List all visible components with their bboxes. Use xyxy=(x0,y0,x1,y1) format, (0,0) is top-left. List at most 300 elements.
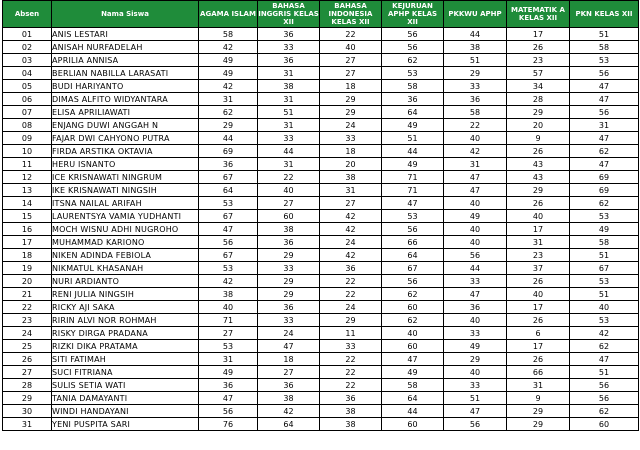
cell-pkn: 58 xyxy=(570,41,639,54)
table-row xyxy=(3,236,639,249)
cell-pkn: 51 xyxy=(570,28,639,41)
cell-bahasa-indonesia: 38 xyxy=(320,171,382,184)
header-nama-siswa: Nama Siswa xyxy=(52,1,199,28)
cell-pkkwu-aphp: 42 xyxy=(444,145,507,158)
cell-matematika: 29 xyxy=(507,106,570,119)
cell-nama-siswa: MOCH WISNU ADHI NUGROHO xyxy=(52,223,199,236)
cell-pkkwu-aphp: 33 xyxy=(444,379,507,392)
cell-pkn: 40 xyxy=(570,301,639,314)
cell-absen: 12 xyxy=(3,171,52,184)
cell-absen: 18 xyxy=(3,249,52,262)
cell-pkn: 31 xyxy=(570,119,639,132)
cell-pkkwu-aphp: 33 xyxy=(444,80,507,93)
table-row xyxy=(3,301,639,314)
cell-kejuruan-aphp: 56 xyxy=(382,223,444,236)
cell-pkn: 42 xyxy=(570,327,639,340)
cell-pkn: 49 xyxy=(570,223,639,236)
cell-bahasa-inggris: 31 xyxy=(258,158,320,171)
cell-pkn: 47 xyxy=(570,80,639,93)
cell-pkkwu-aphp: 36 xyxy=(444,301,507,314)
cell-nama-siswa: WINDI HANDAYANI xyxy=(52,405,199,418)
cell-pkkwu-aphp: 33 xyxy=(444,275,507,288)
cell-absen: 27 xyxy=(3,366,52,379)
cell-matematika: 17 xyxy=(507,28,570,41)
cell-pkn: 56 xyxy=(570,379,639,392)
cell-agama-islam: 42 xyxy=(199,80,258,93)
cell-nama-siswa: SUCI FITRIANA xyxy=(52,366,199,379)
cell-pkn: 53 xyxy=(570,314,639,327)
cell-bahasa-indonesia: 22 xyxy=(320,379,382,392)
cell-absen: 21 xyxy=(3,288,52,301)
cell-pkn: 69 xyxy=(570,171,639,184)
cell-matematika: 20 xyxy=(507,119,570,132)
cell-bahasa-inggris: 33 xyxy=(258,262,320,275)
cell-bahasa-indonesia: 27 xyxy=(320,54,382,67)
cell-absen: 01 xyxy=(3,28,52,41)
cell-bahasa-indonesia: 42 xyxy=(320,210,382,223)
table-row xyxy=(3,223,639,236)
cell-bahasa-inggris: 64 xyxy=(258,418,320,431)
cell-agama-islam: 40 xyxy=(199,301,258,314)
cell-bahasa-inggris: 38 xyxy=(258,392,320,405)
cell-nama-siswa: HERU ISNANTO xyxy=(52,158,199,171)
cell-nama-siswa: FAJAR DWI CAHYONO PUTRA xyxy=(52,132,199,145)
cell-matematika: 37 xyxy=(507,262,570,275)
cell-matematika: 26 xyxy=(507,41,570,54)
cell-agama-islam: 49 xyxy=(199,366,258,379)
cell-nama-siswa: NURI ARDIANTO xyxy=(52,275,199,288)
cell-bahasa-indonesia: 22 xyxy=(320,288,382,301)
table-row xyxy=(3,392,639,405)
cell-agama-islam: 53 xyxy=(199,340,258,353)
cell-agama-islam: 42 xyxy=(199,41,258,54)
table-row xyxy=(3,249,639,262)
header-pkkwu-aphp: PKKWU APHP xyxy=(444,1,507,28)
cell-pkn: 56 xyxy=(570,67,639,80)
cell-absen: 31 xyxy=(3,418,52,431)
cell-nama-siswa: ANIS LESTARI xyxy=(52,28,199,41)
cell-kejuruan-aphp: 49 xyxy=(382,366,444,379)
cell-kejuruan-aphp: 44 xyxy=(382,145,444,158)
cell-pkkwu-aphp: 56 xyxy=(444,249,507,262)
cell-agama-islam: 29 xyxy=(199,119,258,132)
cell-pkkwu-aphp: 49 xyxy=(444,210,507,223)
cell-nama-siswa: BERLIAN NABILLA LARASATI xyxy=(52,67,199,80)
cell-matematika: 6 xyxy=(507,327,570,340)
cell-kejuruan-aphp: 53 xyxy=(382,210,444,223)
cell-absen: 09 xyxy=(3,132,52,145)
cell-pkn: 53 xyxy=(570,275,639,288)
cell-absen: 02 xyxy=(3,41,52,54)
cell-pkn: 62 xyxy=(570,405,639,418)
cell-kejuruan-aphp: 40 xyxy=(382,327,444,340)
cell-kejuruan-aphp: 51 xyxy=(382,132,444,145)
cell-bahasa-inggris: 29 xyxy=(258,249,320,262)
header-bahasa-inggris: BAHASA INGGRIS KELAS XII xyxy=(258,2,319,26)
cell-absen: 07 xyxy=(3,106,52,119)
cell-pkkwu-aphp: 51 xyxy=(444,392,507,405)
cell-matematika: 9 xyxy=(507,132,570,145)
cell-pkn: 51 xyxy=(570,249,639,262)
cell-agama-islam: 36 xyxy=(199,379,258,392)
cell-bahasa-indonesia: 22 xyxy=(320,353,382,366)
table-row xyxy=(3,119,639,132)
cell-absen: 11 xyxy=(3,158,52,171)
cell-nama-siswa: APRILIA ANNISA xyxy=(52,54,199,67)
cell-pkkwu-aphp: 58 xyxy=(444,106,507,119)
cell-bahasa-indonesia: 22 xyxy=(320,28,382,41)
cell-absen: 13 xyxy=(3,184,52,197)
cell-pkn: 62 xyxy=(570,340,639,353)
cell-kejuruan-aphp: 44 xyxy=(382,405,444,418)
cell-bahasa-indonesia: 29 xyxy=(320,106,382,119)
cell-matematika: 29 xyxy=(507,184,570,197)
cell-bahasa-inggris: 31 xyxy=(258,93,320,106)
cell-bahasa-inggris: 31 xyxy=(258,67,320,80)
cell-kejuruan-aphp: 64 xyxy=(382,392,444,405)
cell-pkn: 62 xyxy=(570,197,639,210)
cell-nama-siswa: IKE KRISNAWATI NINGSIH xyxy=(52,184,199,197)
cell-nama-siswa: BUDI HARIYANTO xyxy=(52,80,199,93)
cell-matematika: 31 xyxy=(507,236,570,249)
table-row xyxy=(3,54,639,67)
cell-bahasa-inggris: 24 xyxy=(258,327,320,340)
cell-matematika: 26 xyxy=(507,197,570,210)
cell-pkkwu-aphp: 40 xyxy=(444,223,507,236)
cell-pkkwu-aphp: 44 xyxy=(444,262,507,275)
cell-agama-islam: 31 xyxy=(199,93,258,106)
cell-pkn: 60 xyxy=(570,418,639,431)
cell-pkn: 56 xyxy=(570,106,639,119)
cell-nama-siswa: LAURENTSYA VAMIA YUDHANTI xyxy=(52,210,199,223)
cell-kejuruan-aphp: 56 xyxy=(382,275,444,288)
cell-bahasa-inggris: 27 xyxy=(258,366,320,379)
cell-agama-islam: 76 xyxy=(199,418,258,431)
cell-matematika: 23 xyxy=(507,54,570,67)
cell-bahasa-indonesia: 27 xyxy=(320,67,382,80)
cell-bahasa-inggris: 36 xyxy=(258,28,320,41)
cell-nama-siswa: RENI JULIA NINGSIH xyxy=(52,288,199,301)
cell-nama-siswa: MUHAMMAD KARIONO xyxy=(52,236,199,249)
cell-absen: 26 xyxy=(3,353,52,366)
cell-bahasa-inggris: 33 xyxy=(258,41,320,54)
cell-matematika: 26 xyxy=(507,275,570,288)
cell-absen: 23 xyxy=(3,314,52,327)
cell-bahasa-indonesia: 18 xyxy=(320,80,382,93)
header-agama-islam: AGAMA ISLAM xyxy=(199,1,258,28)
cell-bahasa-inggris: 33 xyxy=(258,314,320,327)
table-row xyxy=(3,80,639,93)
table-row xyxy=(3,275,639,288)
cell-bahasa-indonesia: 24 xyxy=(320,236,382,249)
cell-bahasa-inggris: 36 xyxy=(258,54,320,67)
cell-nama-siswa: SITI FATIMAH xyxy=(52,353,199,366)
cell-bahasa-inggris: 18 xyxy=(258,353,320,366)
cell-bahasa-indonesia: 33 xyxy=(320,132,382,145)
cell-matematika: 17 xyxy=(507,301,570,314)
cell-agama-islam: 44 xyxy=(199,132,258,145)
cell-absen: 17 xyxy=(3,236,52,249)
cell-absen: 25 xyxy=(3,340,52,353)
cell-kejuruan-aphp: 71 xyxy=(382,184,444,197)
cell-nama-siswa: NIKMATUL KHASANAH xyxy=(52,262,199,275)
cell-pkn: 56 xyxy=(570,392,639,405)
cell-bahasa-inggris: 40 xyxy=(258,184,320,197)
cell-kejuruan-aphp: 49 xyxy=(382,119,444,132)
cell-nama-siswa: ANISAH NURFADELAH xyxy=(52,41,199,54)
cell-agama-islam: 62 xyxy=(199,106,258,119)
header-matematika: MATEMATIK A KELAS XII xyxy=(507,1,570,28)
table-row xyxy=(3,353,639,366)
cell-nama-siswa: RISKY DIRGA PRADANA xyxy=(52,327,199,340)
cell-agama-islam: 69 xyxy=(199,145,258,158)
header-absen: Absen xyxy=(3,1,52,28)
cell-bahasa-inggris: 33 xyxy=(258,132,320,145)
cell-bahasa-inggris: 22 xyxy=(258,171,320,184)
table-row xyxy=(3,106,639,119)
cell-bahasa-indonesia: 27 xyxy=(320,197,382,210)
cell-nama-siswa: RIRIN ALVI NOR ROHMAH xyxy=(52,314,199,327)
cell-nama-siswa: ELISA APRILIAWATI xyxy=(52,106,199,119)
cell-absen: 19 xyxy=(3,262,52,275)
cell-kejuruan-aphp: 66 xyxy=(382,236,444,249)
table-row xyxy=(3,171,639,184)
cell-agama-islam: 49 xyxy=(199,54,258,67)
cell-matematika: 17 xyxy=(507,340,570,353)
cell-nama-siswa: DIMAS ALFITO WIDYANTARA xyxy=(52,93,199,106)
cell-absen: 06 xyxy=(3,93,52,106)
cell-nama-siswa: SULIS SETIA WATI xyxy=(52,379,199,392)
cell-pkkwu-aphp: 40 xyxy=(444,366,507,379)
cell-absen: 22 xyxy=(3,301,52,314)
cell-matematika: 26 xyxy=(507,314,570,327)
cell-pkn: 47 xyxy=(570,132,639,145)
cell-agama-islam: 38 xyxy=(199,288,258,301)
cell-bahasa-indonesia: 22 xyxy=(320,366,382,379)
cell-agama-islam: 47 xyxy=(199,223,258,236)
cell-pkkwu-aphp: 36 xyxy=(444,93,507,106)
cell-agama-islam: 67 xyxy=(199,210,258,223)
cell-pkn: 58 xyxy=(570,236,639,249)
cell-nama-siswa: ITSNA NAILAL ARIFAH xyxy=(52,197,199,210)
cell-absen: 15 xyxy=(3,210,52,223)
cell-nama-siswa: TANIA DAMAYANTI xyxy=(52,392,199,405)
cell-bahasa-indonesia: 33 xyxy=(320,340,382,353)
cell-absen: 04 xyxy=(3,67,52,80)
cell-matematika: 28 xyxy=(507,93,570,106)
cell-bahasa-indonesia: 24 xyxy=(320,119,382,132)
cell-bahasa-inggris: 29 xyxy=(258,288,320,301)
cell-bahasa-indonesia: 36 xyxy=(320,262,382,275)
cell-pkkwu-aphp: 29 xyxy=(444,353,507,366)
cell-pkkwu-aphp: 44 xyxy=(444,28,507,41)
cell-absen: 30 xyxy=(3,405,52,418)
cell-pkkwu-aphp: 47 xyxy=(444,171,507,184)
cell-kejuruan-aphp: 62 xyxy=(382,54,444,67)
cell-bahasa-inggris: 38 xyxy=(258,223,320,236)
cell-pkkwu-aphp: 40 xyxy=(444,314,507,327)
table-row xyxy=(3,379,639,392)
cell-matematika: 17 xyxy=(507,223,570,236)
cell-absen: 20 xyxy=(3,275,52,288)
cell-kejuruan-aphp: 67 xyxy=(382,262,444,275)
cell-agama-islam: 71 xyxy=(199,314,258,327)
table-row xyxy=(3,366,639,379)
table-row xyxy=(3,405,639,418)
cell-matematika: 40 xyxy=(507,288,570,301)
cell-pkkwu-aphp: 40 xyxy=(444,236,507,249)
cell-agama-islam: 42 xyxy=(199,275,258,288)
table-row xyxy=(3,28,639,41)
cell-absen: 03 xyxy=(3,54,52,67)
cell-bahasa-indonesia: 11 xyxy=(320,327,382,340)
cell-agama-islam: 58 xyxy=(199,28,258,41)
cell-absen: 10 xyxy=(3,145,52,158)
cell-pkkwu-aphp: 29 xyxy=(444,67,507,80)
cell-pkn: 51 xyxy=(570,288,639,301)
grades-table xyxy=(2,0,639,431)
cell-agama-islam: 31 xyxy=(199,353,258,366)
cell-nama-siswa: RIZKI DIKA PRATAMA xyxy=(52,340,199,353)
table-row xyxy=(3,197,639,210)
cell-agama-islam: 53 xyxy=(199,262,258,275)
cell-bahasa-inggris: 38 xyxy=(258,80,320,93)
table-row xyxy=(3,67,639,80)
cell-absen: 16 xyxy=(3,223,52,236)
cell-kejuruan-aphp: 58 xyxy=(382,80,444,93)
table-row xyxy=(3,262,639,275)
table-row xyxy=(3,132,639,145)
cell-bahasa-indonesia: 42 xyxy=(320,249,382,262)
cell-pkkwu-aphp: 22 xyxy=(444,119,507,132)
cell-bahasa-indonesia: 31 xyxy=(320,184,382,197)
cell-matematika: 29 xyxy=(507,405,570,418)
cell-nama-siswa: RICKY AJI SAKA xyxy=(52,301,199,314)
table-row xyxy=(3,158,639,171)
table-row xyxy=(3,314,639,327)
cell-pkkwu-aphp: 31 xyxy=(444,158,507,171)
cell-matematika: 31 xyxy=(507,379,570,392)
cell-pkn: 47 xyxy=(570,93,639,106)
cell-agama-islam: 47 xyxy=(199,392,258,405)
cell-pkkwu-aphp: 47 xyxy=(444,405,507,418)
cell-agama-islam: 49 xyxy=(199,67,258,80)
cell-kejuruan-aphp: 58 xyxy=(382,379,444,392)
cell-kejuruan-aphp: 47 xyxy=(382,353,444,366)
cell-agama-islam: 56 xyxy=(199,405,258,418)
cell-bahasa-inggris: 60 xyxy=(258,210,320,223)
table-row xyxy=(3,41,639,54)
cell-kejuruan-aphp: 53 xyxy=(382,67,444,80)
cell-matematika: 66 xyxy=(507,366,570,379)
cell-pkn: 69 xyxy=(570,184,639,197)
cell-bahasa-inggris: 27 xyxy=(258,197,320,210)
table-body xyxy=(3,28,639,431)
cell-pkkwu-aphp: 38 xyxy=(444,41,507,54)
cell-bahasa-indonesia: 38 xyxy=(320,418,382,431)
cell-pkkwu-aphp: 49 xyxy=(444,340,507,353)
table-row xyxy=(3,184,639,197)
cell-bahasa-indonesia: 18 xyxy=(320,145,382,158)
cell-kejuruan-aphp: 62 xyxy=(382,314,444,327)
cell-agama-islam: 67 xyxy=(199,171,258,184)
cell-kejuruan-aphp: 60 xyxy=(382,340,444,353)
cell-pkkwu-aphp: 47 xyxy=(444,184,507,197)
cell-kejuruan-aphp: 64 xyxy=(382,249,444,262)
cell-kejuruan-aphp: 60 xyxy=(382,301,444,314)
cell-bahasa-inggris: 44 xyxy=(258,145,320,158)
cell-kejuruan-aphp: 36 xyxy=(382,93,444,106)
header-pkn: PKN KELAS XII xyxy=(570,1,639,28)
cell-agama-islam: 27 xyxy=(199,327,258,340)
cell-bahasa-indonesia: 36 xyxy=(320,392,382,405)
cell-bahasa-indonesia: 38 xyxy=(320,405,382,418)
cell-kejuruan-aphp: 47 xyxy=(382,197,444,210)
cell-nama-siswa: FIRDA ARSTIKA OKTAVIA xyxy=(52,145,199,158)
cell-bahasa-indonesia: 24 xyxy=(320,301,382,314)
cell-absen: 28 xyxy=(3,379,52,392)
cell-nama-siswa: NIKEN ADINDA FEBIOLA xyxy=(52,249,199,262)
cell-agama-islam: 36 xyxy=(199,158,258,171)
cell-bahasa-inggris: 36 xyxy=(258,301,320,314)
cell-absen: 05 xyxy=(3,80,52,93)
cell-matematika: 29 xyxy=(507,418,570,431)
cell-nama-siswa: ICE KRISNAWATI NINGRUM xyxy=(52,171,199,184)
table-row xyxy=(3,327,639,340)
cell-kejuruan-aphp: 62 xyxy=(382,288,444,301)
table-row xyxy=(3,288,639,301)
cell-kejuruan-aphp: 71 xyxy=(382,171,444,184)
cell-pkn: 53 xyxy=(570,210,639,223)
cell-kejuruan-aphp: 56 xyxy=(382,28,444,41)
cell-bahasa-inggris: 42 xyxy=(258,405,320,418)
header-row xyxy=(3,1,639,28)
cell-absen: 08 xyxy=(3,119,52,132)
cell-pkn: 47 xyxy=(570,158,639,171)
cell-bahasa-indonesia: 29 xyxy=(320,314,382,327)
cell-matematika: 40 xyxy=(507,210,570,223)
cell-kejuruan-aphp: 64 xyxy=(382,106,444,119)
cell-kejuruan-aphp: 56 xyxy=(382,41,444,54)
cell-absen: 24 xyxy=(3,327,52,340)
cell-matematika: 26 xyxy=(507,353,570,366)
cell-absen: 14 xyxy=(3,197,52,210)
cell-pkkwu-aphp: 40 xyxy=(444,132,507,145)
cell-bahasa-indonesia: 29 xyxy=(320,93,382,106)
cell-matematika: 34 xyxy=(507,80,570,93)
cell-agama-islam: 53 xyxy=(199,197,258,210)
cell-bahasa-inggris: 31 xyxy=(258,119,320,132)
cell-pkkwu-aphp: 33 xyxy=(444,327,507,340)
cell-pkn: 47 xyxy=(570,353,639,366)
cell-pkkwu-aphp: 47 xyxy=(444,288,507,301)
cell-pkn: 53 xyxy=(570,54,639,67)
cell-matematika: 43 xyxy=(507,158,570,171)
header-kejuruan-aphp: KEJURUAN APHP KELAS XII xyxy=(382,1,444,28)
table-row xyxy=(3,340,639,353)
cell-pkn: 67 xyxy=(570,262,639,275)
cell-agama-islam: 56 xyxy=(199,236,258,249)
cell-kejuruan-aphp: 60 xyxy=(382,418,444,431)
cell-pkkwu-aphp: 40 xyxy=(444,197,507,210)
cell-bahasa-indonesia: 22 xyxy=(320,275,382,288)
cell-nama-siswa: ENJANG DUWI ANGGAH N xyxy=(52,119,199,132)
cell-bahasa-inggris: 36 xyxy=(258,236,320,249)
cell-nama-siswa: YENI PUSPITA SARI xyxy=(52,418,199,431)
table-row xyxy=(3,210,639,223)
cell-pkn: 62 xyxy=(570,145,639,158)
table-row xyxy=(3,93,639,106)
